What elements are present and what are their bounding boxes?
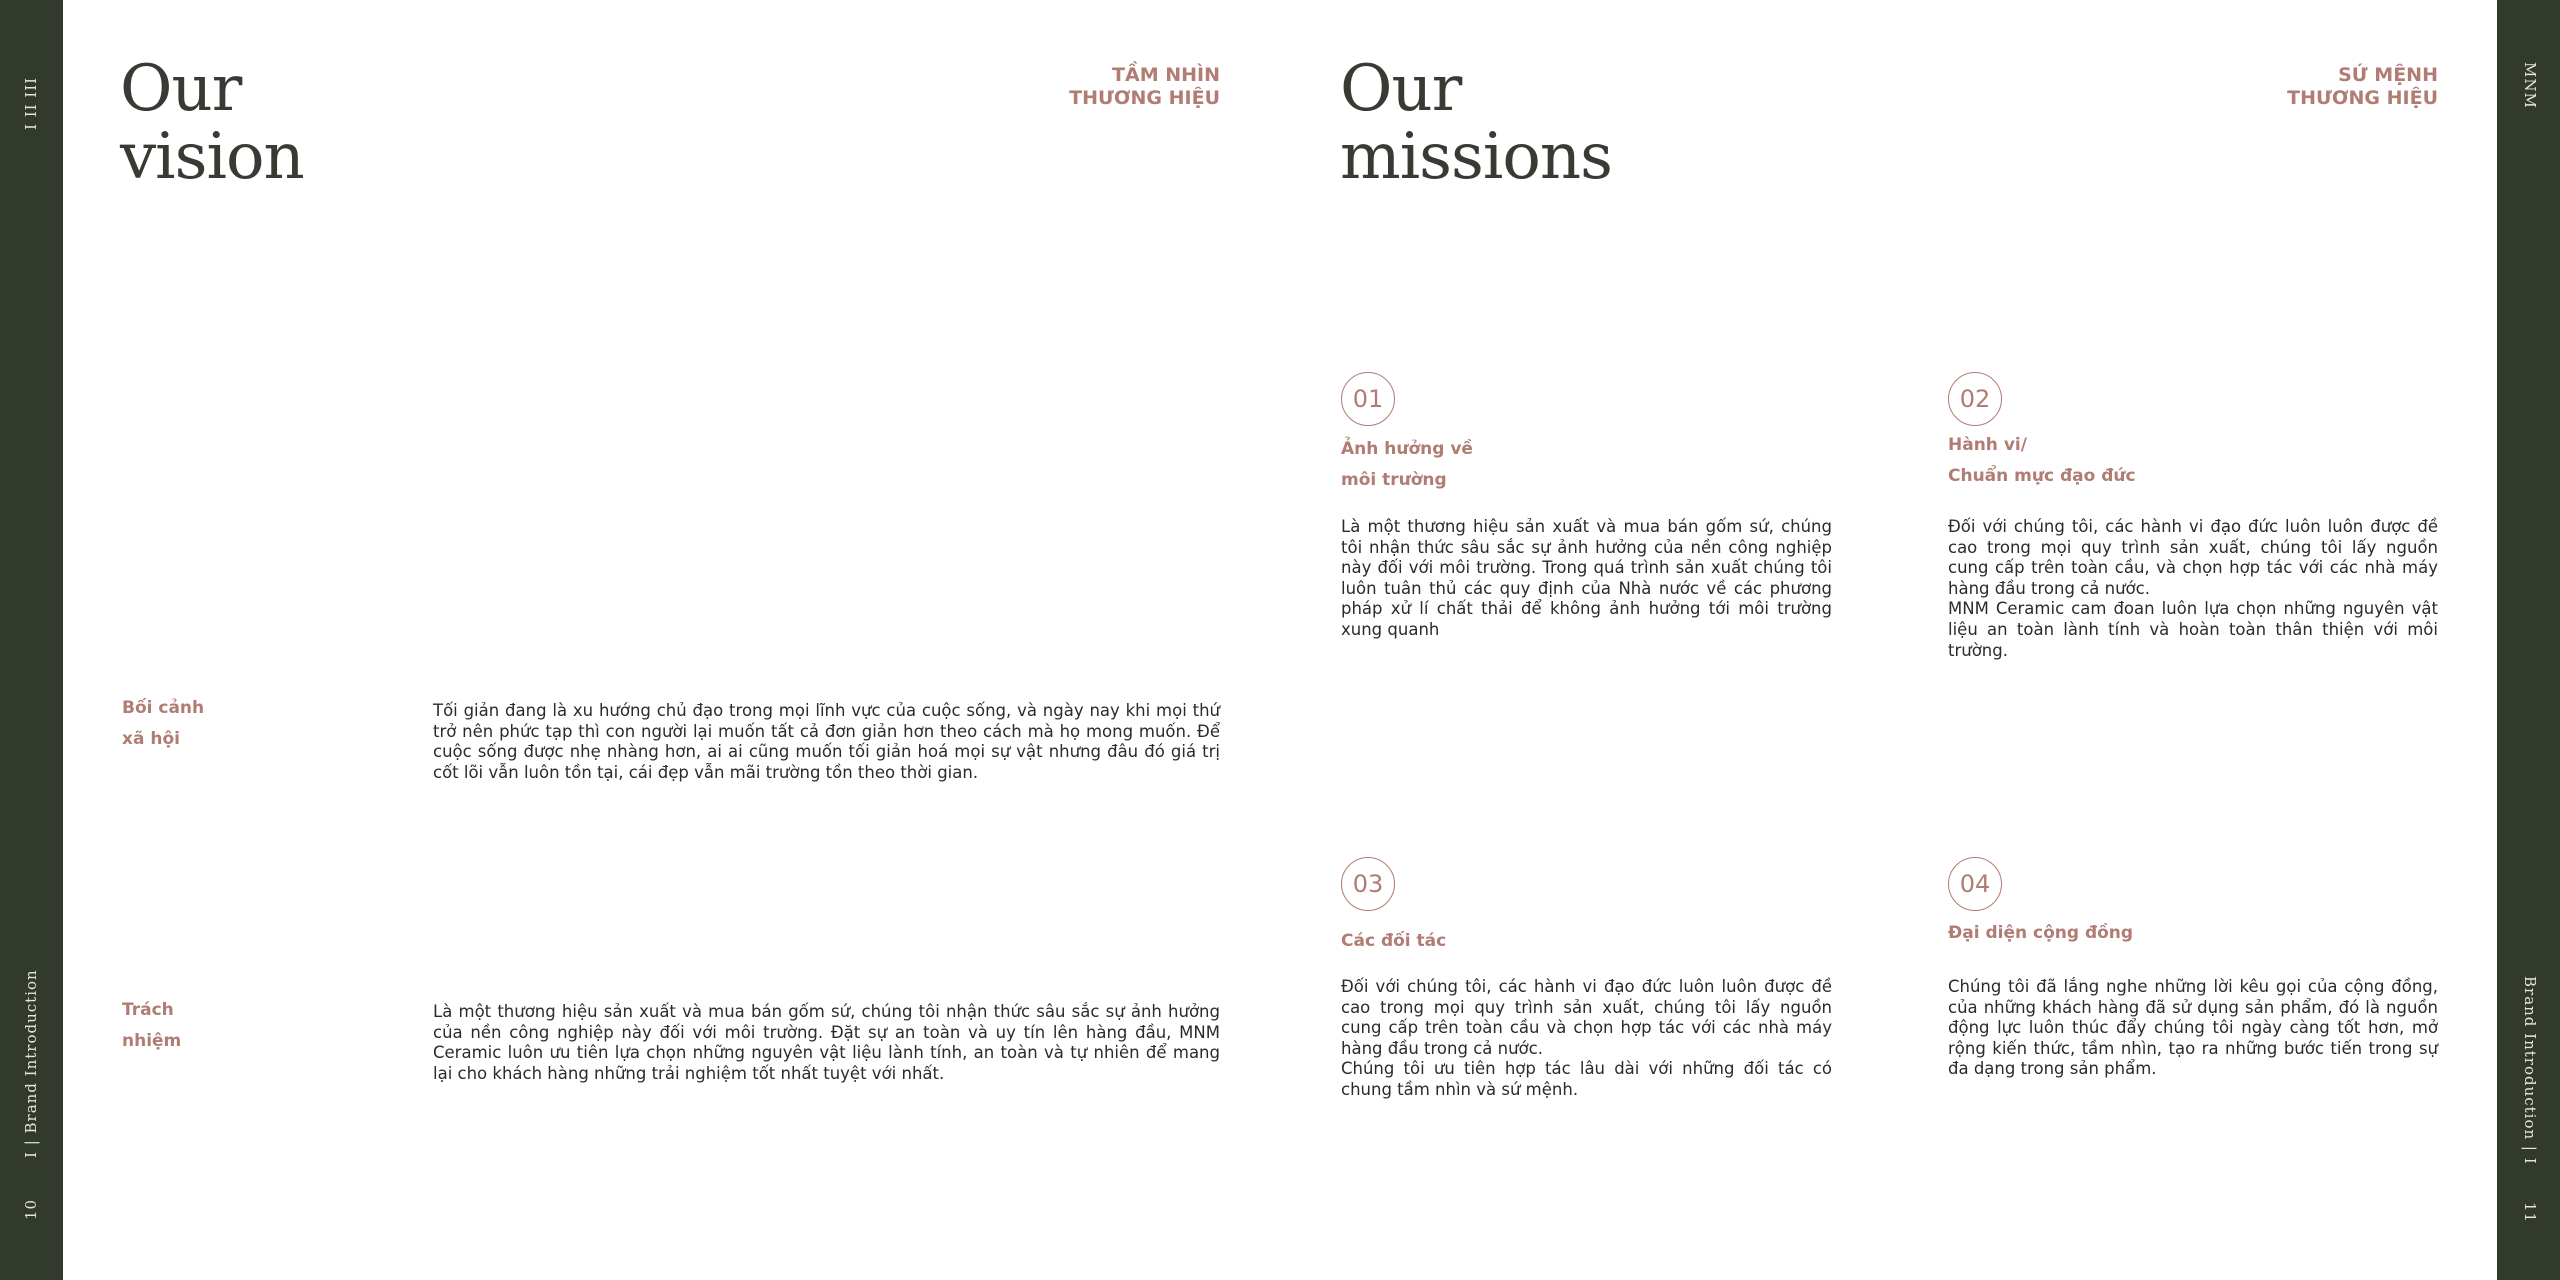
mission-label-03: Các đối tác	[1341, 931, 1447, 951]
left-sidebar	[0, 0, 63, 1280]
mission-text-04: Chúng tôi đã lắng nghe những lời kêu gọi của cộng đồng, của những khách hàng đã sử dụng sản phẩm, đó là nguồn động lực luôn thúc đẩy chúng tôi ngày càng tốt hơn, mở rộng kiến thức, tầm nhìn, tạo ra những bước tiến trong sự đa dạng trong sản phẩm.	[1948, 977, 2438, 1079]
mission-number-03: 03	[1341, 857, 1395, 911]
section-label: I | Brand Introduction	[22, 969, 40, 1158]
vision-text-responsibility: Là một thương hiệu sản xuất và mua bán gốm sứ, chúng tôi nhận thức sâu sắc sự ảnh hưởng của nền công nghiệp này đối với môi trường. Đặt sự an toàn và uy tín lên hàng đầu, MNM Ceramic luôn ưu tiên lựa chọn những nguyên vật liệu lành tính, an toàn và tự nhiên để mang lại cho khách hàng những trải nghiệm tốt nhất tuyệt với nhất.	[433, 1002, 1220, 1083]
missions-heading: Our missions	[1340, 52, 1612, 194]
section-label-right: Brand Introduction | I	[2521, 976, 2539, 1165]
vision-text-social-context: Tối giản đang là xu hướng chủ đạo trong mọi lĩnh vực của cuộc sống, và ngày nay khi mọi thứ trở nên phức tạp thì con người lại muốn tất cả đơn giản hơn theo cách mà họ mong muốn. Để cuộc sống được nhẹ nhàng hơn, ai ai cũng muốn tối giản hoá mọi sự vật nhưng đâu đó giá trị cốt lõi vẫn luôn tồn tại, cái đẹp vẫn mãi trường tồn theo thời gian.	[433, 701, 1220, 782]
mission-label-02: Hành vi/ Chuẩn mực đạo đức	[1948, 435, 2136, 486]
vision-tag: TẦM NHÌN THƯƠNG HIỆU	[1069, 64, 1220, 109]
vision-label-responsibility: Trách nhiệm	[122, 1000, 182, 1051]
page-number-left: 10	[22, 1198, 40, 1220]
mission-label-04: Đại diện cộng đồng	[1948, 923, 2134, 943]
right-sidebar	[2497, 0, 2560, 1280]
mission-number-02: 02	[1948, 372, 2002, 426]
page-number-right: 11	[2521, 1202, 2539, 1224]
mission-text-03: Đối với chúng tôi, các hành vi đạo đức luôn luôn được đề cao trong mọi quy trình sản xuất, chúng tôi lấy nguồn cung cấp trên toàn cầu và chọn hợp tác với các nhà máy hàng đầu trong cả nước. Chúng tôi ưu tiên hợp tác lâu dài với những đối tác có chung tầm nhìn và sứ mệnh.	[1341, 977, 1832, 1099]
vision-heading: Our vision	[120, 52, 304, 194]
mission-number-01: 01	[1341, 372, 1395, 426]
brand-mark: MNM	[2521, 62, 2539, 109]
mission-label-01: Ảnh hưởng về môi trường	[1341, 439, 1473, 490]
vision-label-social-context: Bối cảnh xã hội	[122, 698, 205, 749]
missions-tag: SỨ MỆNH THƯƠNG HIỆU	[2287, 64, 2438, 109]
mission-number-04: 04	[1948, 857, 2002, 911]
mission-text-02: Đối với chúng tôi, các hành vi đạo đức luôn luôn được đề cao trong mọi quy trình sản xuất, chúng tôi lấy nguồn cung cấp trên toàn cầu, và chọn hợp tác với các nhà máy hàng đầu trong cả nước. MNM Ceramic cam đoan luôn lựa chọn những nguyên vật liệu an toàn lành tính và hoàn toàn thân thiện với môi trường.	[1948, 517, 2438, 660]
roman-nav: I II III	[22, 76, 40, 130]
mission-text-01: Là một thương hiệu sản xuất và mua bán gốm sứ, chúng tôi nhận thức sâu sắc sự ảnh hưởng của nền công nghiệp này đối với môi trường. Trong quá trình sản xuất chúng tôi luôn tuân thủ các quy định của Nhà nước về các phương pháp xử lí chất thải để không ảnh hưởng tới môi trường xung quanh	[1341, 517, 1832, 639]
